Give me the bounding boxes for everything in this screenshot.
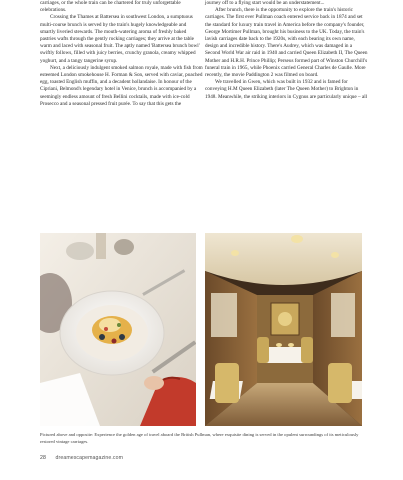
- pullman-carriage-photo: [205, 233, 362, 426]
- paragraph: Crossing the Thames at Battersea in southwest London, a sumptuous multi-course brunch is served by the train's hugely knowledgeable and smartly liveried stewards. The mouth-watering aroma of freshly baked pastries wafts through the gently rocking carriages; they arrive at the table warm and laced with seasonal fruit. The aptly named 'Battersea brunch bowl' swiftly follows, filled with juicy berries, crunchy granola, creamy whipped yoghurt, and a tangy tangerine syrup.: [40, 14, 200, 64]
- paragraph: journey off to a flying start would be an understatement...: [205, 0, 325, 6]
- article-column-right: [205, 0, 368, 101]
- brunch-plate-photo: [40, 233, 196, 426]
- page-footer: [40, 455, 123, 461]
- paragraph: After brunch, there is the opportunity to explore the train's historic carriages. The first ever Pullman coach entered service back in 1874 and set the standard for luxury train travel in America before the company's founder, George Mortimer Pullman, brought his business to the UK. Today, the train's lavish carriages date back to the 1920s, with each bearing its own name, design and incredible history. There's Audrey, which was damaged in a Second World War air raid in 1940 and carried Queen Elizabeth II, The Queen Mother and H.R.H. Prince Phillip; Perseus formed part of Winston Churchill's funeral train in 1965, while Phoenix carried General Charles de Gaulle. More recently, the movie Paddington 2 was filmed on board.: [205, 7, 368, 79]
- page-number: 28: [40, 455, 46, 461]
- paragraph: We travelled in Gwen, which was built in 1932 and is famed for conveying H.M Queen Elizabeth (later The Queen Mother) to Brighton in 1948. Meanwhile, the striking interiors in Cygnus are particularly unique – all: [205, 79, 368, 100]
- photo-caption: Pictured above and opposite: Experience the golden age of travel aboard the British Pullman, where exquisite dining is served in the opulent surroundings of its meticulously restored vintage carriages.: [40, 432, 359, 444]
- site-url: dreamescapemagazine.com: [55, 455, 123, 461]
- article-column-left: [40, 0, 203, 108]
- paragraph: Next, a deliciously indulgent smoked salmon royale, made with fish from esteemed London smokehouse H. Forman & Son, served with caviar, poached egg, toasted English muffin, and a decadent hollandaise. In honour of the Cipriani, Belmond's legendary hotel in Venice, brunch is accompanied by a seemingly endless amount of fresh Bellini cocktails, made with ice-cold Prosecco and a seasonal pressed fruit purée. To say that this gets the: [40, 64, 203, 107]
- paragraph: carriages, or the whole train can be chartered for truly unforgettable celebrations.: [40, 0, 181, 14]
